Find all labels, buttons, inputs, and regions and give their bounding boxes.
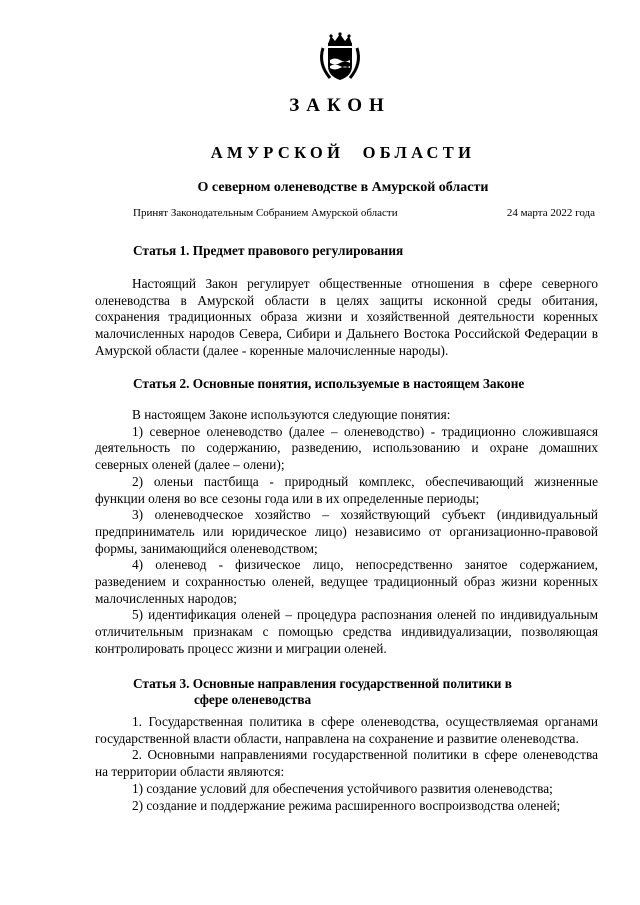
region-title: АМУРСКОЙ ОБЛАСТИ — [210, 143, 476, 162]
definition-item: 4) оленевод - физическое лицо, непосредственно занятое содержанием, разведением и сохранностью оленей, ведущее традиционный образ жизни коренных малочисленных народов; — [95, 557, 598, 606]
article-2-body — [95, 407, 598, 658]
list-item: 1) создание условий для обеспечения устойчивого развития оленеводства; — [132, 780, 553, 796]
paragraph: 2. Основными направлениями государственной политики в сфере оленеводства на территории области являются: — [95, 747, 598, 780]
document-type-title: ЗАКОН — [289, 95, 391, 116]
article-3-heading-line-2: сфере оленеводства — [194, 692, 312, 707]
amur-region-coat-of-arms-icon — [316, 32, 364, 82]
paragraph: 1. Государственная политика в сфере оленеводства, осуществляемая органами государственной власти области, направлена на сохранение и развитие оленеводства. — [95, 714, 598, 746]
law-title: О северном оленеводстве в Амурской области — [197, 180, 489, 195]
paragraph: Настоящий Закон регулирует общественные отношения в сфере северного оленеводства в Амурской области в целях защиты исконной среды обитания, сохранения традиционных образа жизни и хозяйственной деятельности коренных малочисленных народов Севера, Сибири и Дальнего Востока Российской Федерации в Амурской области (далее - коренные малочисленные народы). — [95, 276, 598, 358]
adoption-date: 24 марта 2022 года — [506, 207, 595, 219]
list-item: 2) создание и поддержание режима расширенного воспроизводства оленей; — [132, 797, 561, 813]
definition-item: 1) северное оленеводство (далее – оленеводство) - традиционно сложившаяся деятельность по содержанию, разведению, использованию и охране домашних северных оленей (далее – олени); — [95, 423, 598, 473]
paragraph: В настоящем Законе используются следующие понятия: — [132, 407, 451, 422]
adopted-by-text: Принят Законодательным Собранием Амурской области — [133, 207, 398, 219]
article-3-heading-line-1: Статья 3. Основные направления государственной политики в — [133, 676, 512, 691]
definition-item: 5) идентификация оленей – процедура распознания оленей по индивидуальным отличительным признакам с помощью средства индивидуализации, позволяющая контролировать процесс жизни и миграции оленей. — [95, 607, 598, 656]
article-3-body — [95, 714, 598, 814]
article-1-body — [95, 276, 598, 360]
article-3-heading — [133, 676, 512, 708]
adoption-line — [133, 207, 595, 219]
article-1-heading: Статья 1. Предмет правового регулирования — [133, 243, 404, 258]
definition-item: 3) оленеводческое хозяйство – хозяйствующий субъект (индивидуальный предприниматель или юридическое лицо) независимо от организационно-правовой формы, занимающийся оленеводством; — [95, 507, 598, 556]
definition-item: 2) оленьи пастбища - природный комплекс, обеспечивающий жизненные функции оленя во все сезоны года или в их определенные периоды; — [95, 473, 598, 506]
article-2-heading: Статья 2. Основные понятия, используемые в настоящем Законе — [133, 376, 525, 391]
